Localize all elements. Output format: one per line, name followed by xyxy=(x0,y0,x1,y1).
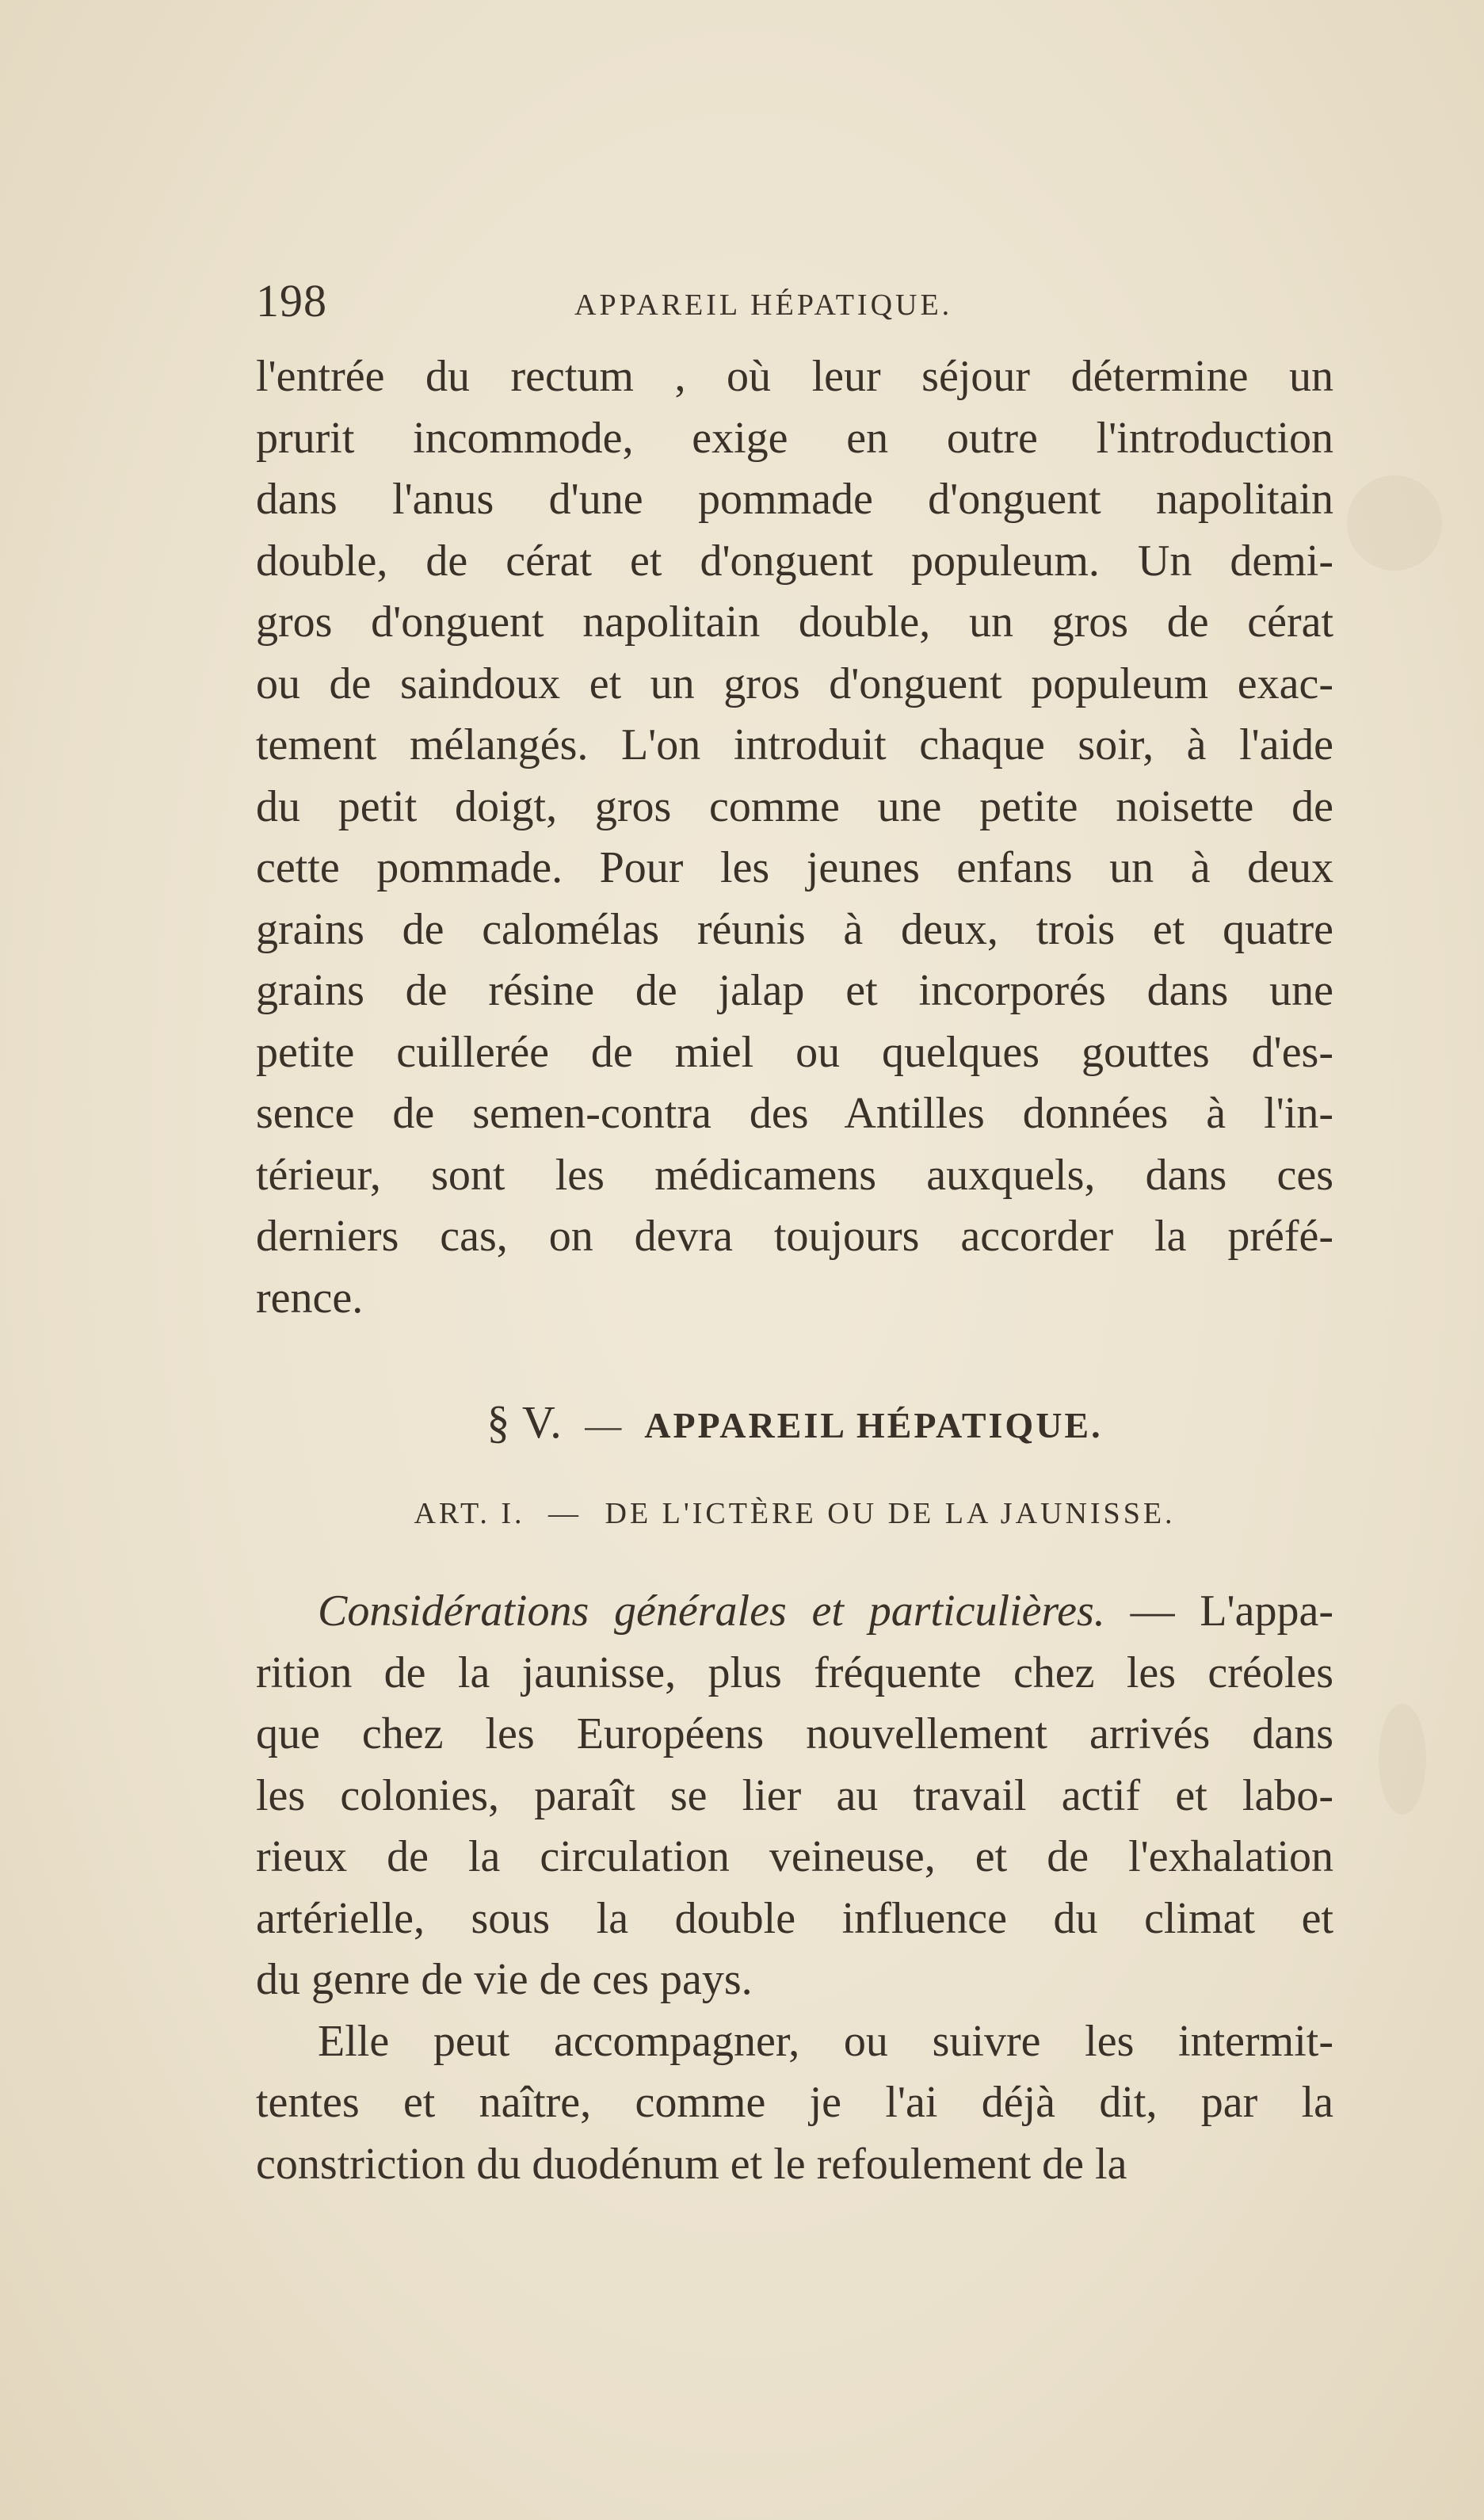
text-line: tentes et naître, comme je l'ai déjà dit, par la xyxy=(256,2078,1333,2127)
text-line: grains de calomélas réunis à deux, trois et quatre xyxy=(256,904,1333,954)
article-heading xyxy=(256,1490,1333,1537)
text-line: constriction du duodénum et le refoulement de la xyxy=(256,2139,1127,2189)
article-text xyxy=(256,1581,1333,2195)
article-title: DE L'ICTÈRE OU DE LA JAUNISSE. xyxy=(605,1497,1176,1530)
text-line: ou de saindoux et un gros d'onguent populeum exac- xyxy=(256,659,1333,708)
text-line: artérielle, sous la double influence du climat et xyxy=(256,1893,1333,1943)
text-line: Elle peut accompagner, ou suivre les intermit- xyxy=(318,2016,1333,2066)
text-line: rence. xyxy=(256,1273,364,1323)
text-line: que chez les Européens nouvellement arrivés dans xyxy=(256,1709,1333,1758)
text-line: derniers cas, on devra toujours accorder la préfé- xyxy=(256,1212,1333,1261)
article-label: ART. I. xyxy=(414,1497,525,1530)
section-dash: — xyxy=(585,1405,624,1445)
section-mark: § V. xyxy=(486,1396,563,1448)
text-line: rieux de la circulation veineuse, et de l'exhalation xyxy=(256,1832,1333,1881)
section-heading xyxy=(256,1395,1333,1453)
text-line: gros d'onguent napolitain double, un gros de cérat xyxy=(256,598,1333,647)
text-line: l'entrée du rectum , où leur séjour détermine un xyxy=(256,352,1333,401)
page-header xyxy=(256,273,1333,329)
paragraph-first-line xyxy=(256,1581,1333,1643)
text-line: prurit incommode, exige en outre l'introduction xyxy=(256,413,1333,463)
text-line: grains de résine de jalap et incorporés dans une xyxy=(256,966,1333,1015)
text-line: tement mélangés. L'on introduit chaque soir, à l'aide xyxy=(256,720,1333,769)
paragraph-lines xyxy=(256,2011,1333,2196)
text-line: térieur, sont les médicamens auxquels, dans ces xyxy=(256,1150,1333,1200)
text-line: du genre de vie de ces pays. xyxy=(256,1955,753,2004)
page-number: 198 xyxy=(256,275,327,326)
text-line: petite cuillerée de miel ou quelques gouttes d'es- xyxy=(256,1027,1333,1077)
running-head: APPAREIL HÉPATIQUE. xyxy=(574,288,953,322)
subheading-lead: — L'appa- xyxy=(1104,1586,1333,1636)
text-line: dans l'anus d'une pommade d'onguent napolitain xyxy=(256,475,1333,524)
text-line: du petit doigt, gros comme une petite noisette de xyxy=(256,781,1333,831)
text-line: les colonies, paraît se lier au travail actif et labo- xyxy=(256,1770,1333,1820)
text-line: cette pommade. Pour les jeunes enfans un à deux xyxy=(256,843,1333,892)
text-line: double, de cérat et d'onguent populeum. Un demi- xyxy=(256,536,1333,586)
text-line: rition de la jaunisse, plus fréquente chez les créoles xyxy=(256,1648,1333,1697)
section-title: APPAREIL HÉPATIQUE. xyxy=(644,1405,1103,1445)
paragraph-lines xyxy=(256,1643,1333,2011)
text-line: sence de semen-contra des Antilles données à l'in- xyxy=(256,1089,1333,1138)
paper-stain xyxy=(1379,1704,1426,1815)
article-dash: — xyxy=(548,1497,582,1530)
paragraph-continued xyxy=(256,346,1333,1329)
subheading: Considérations générales et particulières. xyxy=(318,1586,1105,1636)
paper-stain xyxy=(1347,475,1442,571)
